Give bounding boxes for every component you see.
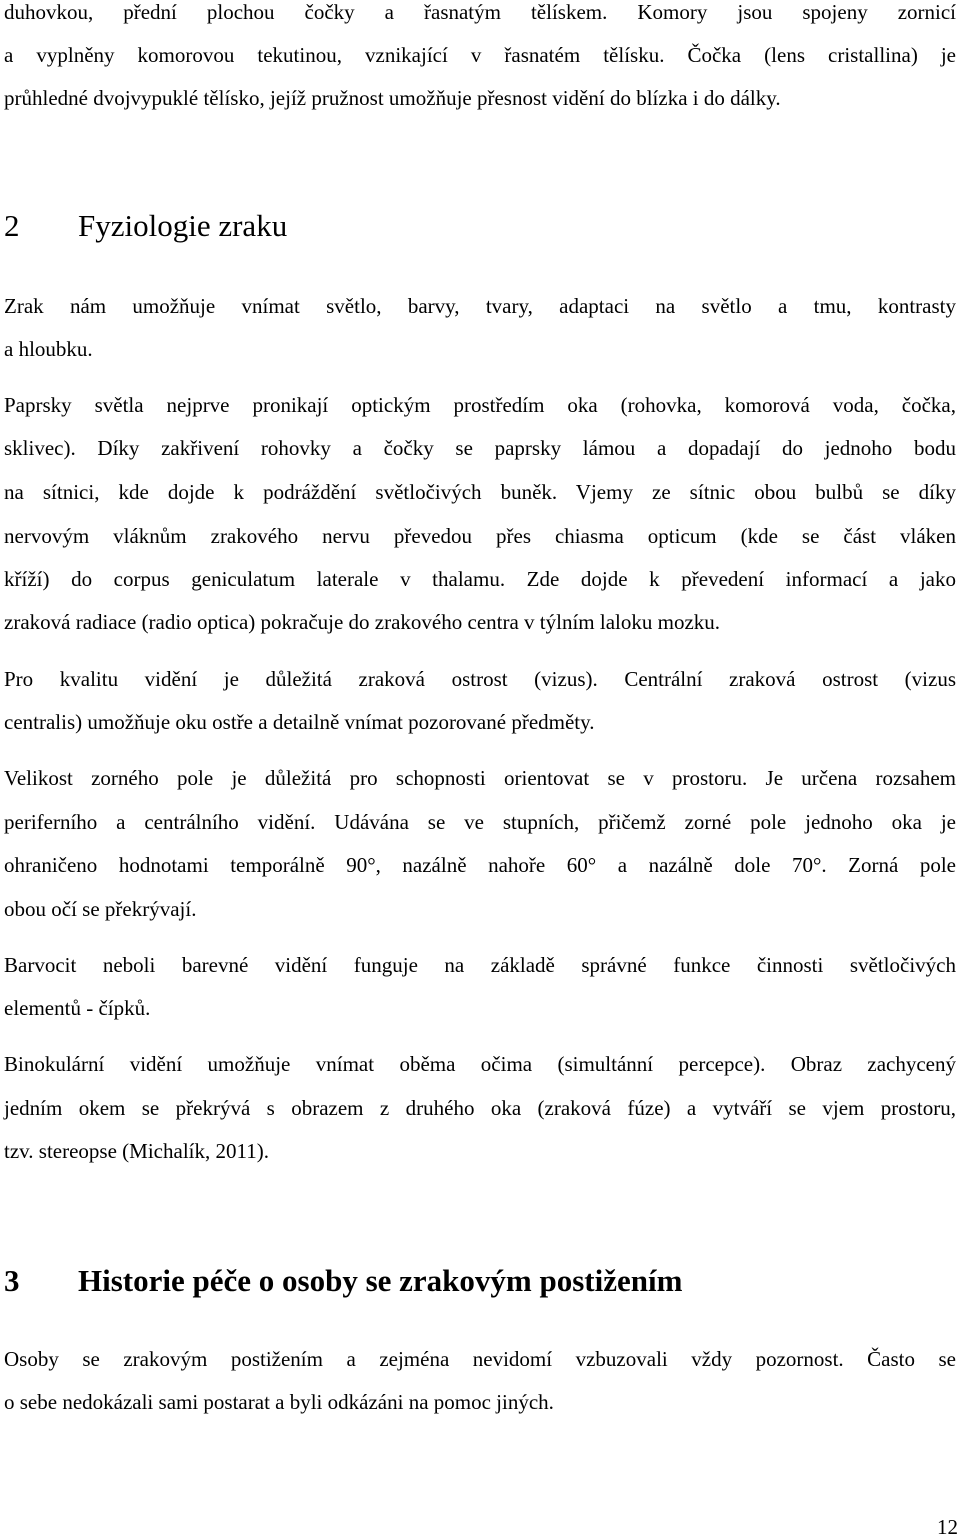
paragraph-line: Barvocit neboli barevné vidění funguje na základě správné funkce činnosti světločivých [4, 953, 956, 977]
paragraph-line: na sítnici, kde dojde k podráždění světločivých buněk. Vjemy ze sítnic obou bulbů se díky [4, 480, 956, 504]
paragraph-line: Binokulární vidění umožňuje vnímat oběma očima (simultánní percepce). Obraz zachycený [4, 1052, 956, 1076]
section-heading-2 [4, 208, 287, 244]
paragraph-line: tzv. stereopse (Michalík, 2011). [4, 1139, 269, 1163]
paragraph-line: Velikost zorného pole je důležitá pro schopnosti orientovat se v prostoru. Je určena rozsahem [4, 766, 956, 790]
paragraph-line: nervovým vláknům zrakového nervu převedou přes chiasma opticum (kde se část vláken [4, 524, 956, 548]
paragraph-line: Osoby se zrakovým postižením a zejména nevidomí vzbuzovali vždy pozornost. Často se [4, 1347, 956, 1371]
paragraph-line: ohraničeno hodnotami temporálně 90°, nazálně nahoře 60° a nazálně dole 70°. Zorná pole [4, 853, 956, 877]
intro-line: průhledné dvojvypuklé tělísko, jejíž pružnost umožňuje přesnost vidění do blízka i do dálky. [4, 86, 781, 110]
section-heading-3 [4, 1263, 682, 1299]
section-title: Fyziologie zraku [78, 208, 288, 243]
intro-line: duhovkou, přední plochou čočky a řasnatým tělískem. Komory jsou spojeny zornicí [4, 0, 956, 24]
paragraph-line: Paprsky světla nejprve pronikají optickým prostředím oka (rohovka, komorová voda, čočka, [4, 393, 956, 417]
intro-line: a vyplněny komorovou tekutinou, vznikající v řasnatém tělísku. Čočka (lens cristallina) je [4, 43, 956, 67]
paragraph-line: centralis) umožňuje oku ostře a detailně vnímat pozorované předměty. [4, 710, 595, 734]
paragraph-line: elementů - čípků. [4, 996, 151, 1020]
paragraph-line: periferního a centrálního vidění. Udávána se ve stupních, přičemž zorné pole jednoho oka je [4, 810, 956, 834]
paragraph-line: sklivec). Díky zakřivení rohovky a čočky se paprsky lámou a dopadají do jednoho bodu [4, 436, 956, 460]
page-number: 12 [937, 1515, 958, 1539]
paragraph-line: Zrak nám umožňuje vnímat světlo, barvy, tvary, adaptaci na světlo a tmu, kontrasty [4, 294, 956, 318]
paragraph-line: jedním okem se překrývá s obrazem z druhého oka (zraková fúze) a vytváří se vjem prostoru, [4, 1096, 956, 1120]
paragraph-line: kříží) do corpus geniculatum laterale v thalamu. Zde dojde k převedení informací a jako [4, 567, 956, 591]
paragraph-line: Pro kvalitu vidění je důležitá zraková ostrost (vizus). Centrální zraková ostrost (vizus [4, 667, 956, 691]
section-number: 2 [4, 208, 20, 243]
section-number: 3 [4, 1263, 20, 1298]
paragraph-line: a hloubku. [4, 337, 93, 361]
section-title: Historie péče o osoby se zrakovým postižením [78, 1263, 683, 1298]
paragraph-line: o sebe nedokázali sami postarat a byli odkázáni na pomoc jiných. [4, 1390, 554, 1414]
paragraph-line: obou očí se překrývají. [4, 897, 197, 921]
paragraph-line: zraková radiace (radio optica) pokračuje do zrakového centra v týlním laloku mozku. [4, 610, 721, 634]
